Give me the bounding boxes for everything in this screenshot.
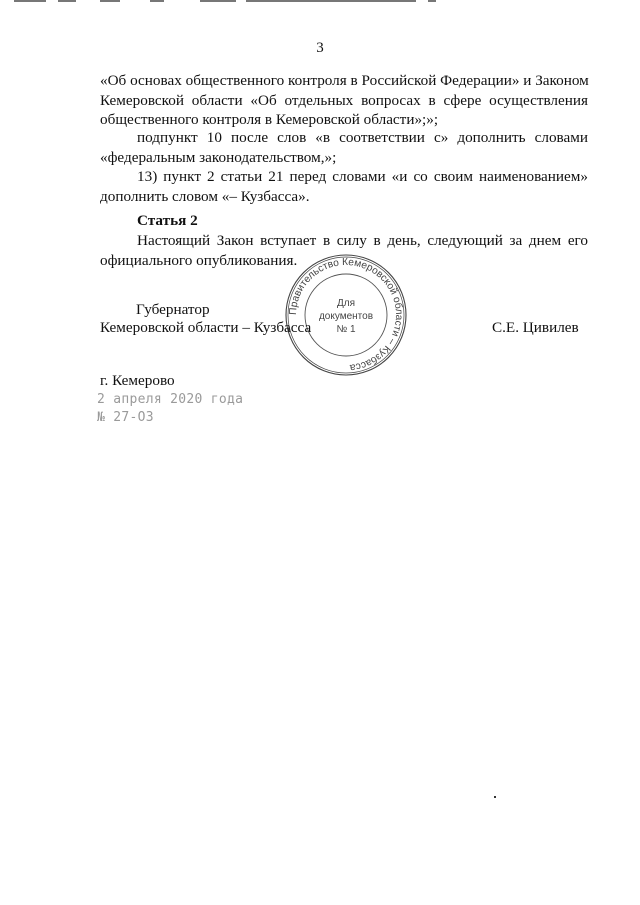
- scan-speck: [494, 796, 496, 798]
- seal-line: документов: [318, 311, 374, 322]
- signatory-region: Кемеровской области – Кузбасса: [100, 319, 312, 336]
- text-line: «федеральным законодательством,»;: [100, 148, 337, 166]
- paragraph-subitem-10: [100, 128, 588, 167]
- page-number: 3: [316, 40, 324, 56]
- paragraph-continuation: [100, 71, 588, 130]
- seal-line: Для: [336, 298, 356, 309]
- scan-artifact-rule: [200, 0, 236, 2]
- scan-artifact-rule: [100, 0, 120, 2]
- text-line: Настоящий Закон вступает в силу в день, следующий за днем его: [137, 232, 588, 249]
- text-line: «Об основах общественного контроля в Российской Федерации» и Законом: [100, 72, 589, 89]
- scan-artifact-rule: [428, 0, 436, 2]
- scan-artifact-rule: [14, 0, 46, 2]
- seal-ring-text: Правительство Кемеровской области – Кузбасса: [287, 256, 405, 373]
- text-line: официального опубликования.: [100, 251, 298, 269]
- text-line: общественного контроля в Кемеровской области»;»;: [100, 111, 439, 128]
- text-line: дополнить словом «– Кузбасса».: [100, 187, 310, 205]
- registration-number: № 27-ОЗ: [97, 410, 154, 425]
- text-line: Кемеровской области «Об отдельных вопросах в сфере осуществления: [100, 91, 588, 109]
- seal-line: № 1: [336, 324, 356, 335]
- text-line: 13) пункт 2 статьи 21 перед словами «и со своим наименованием»: [137, 168, 588, 185]
- article-heading: Статья 2: [137, 212, 198, 229]
- registration-date: 2 апреля 2020 года: [97, 392, 244, 407]
- signatory-name: С.Е. Цивилев: [492, 319, 579, 336]
- signatory-title: Губернатор: [136, 301, 210, 318]
- scan-artifact-rule: [58, 0, 76, 2]
- text-line: подпункт 10 после слов «в соответствии с» дополнить словами: [137, 129, 588, 146]
- scan-artifact-rule: [246, 0, 416, 2]
- place-of-signing: г. Кемерово: [100, 372, 175, 389]
- paragraph-item-13: [100, 167, 588, 206]
- scan-artifact-rule: [150, 0, 164, 2]
- official-seal-icon: [284, 253, 408, 377]
